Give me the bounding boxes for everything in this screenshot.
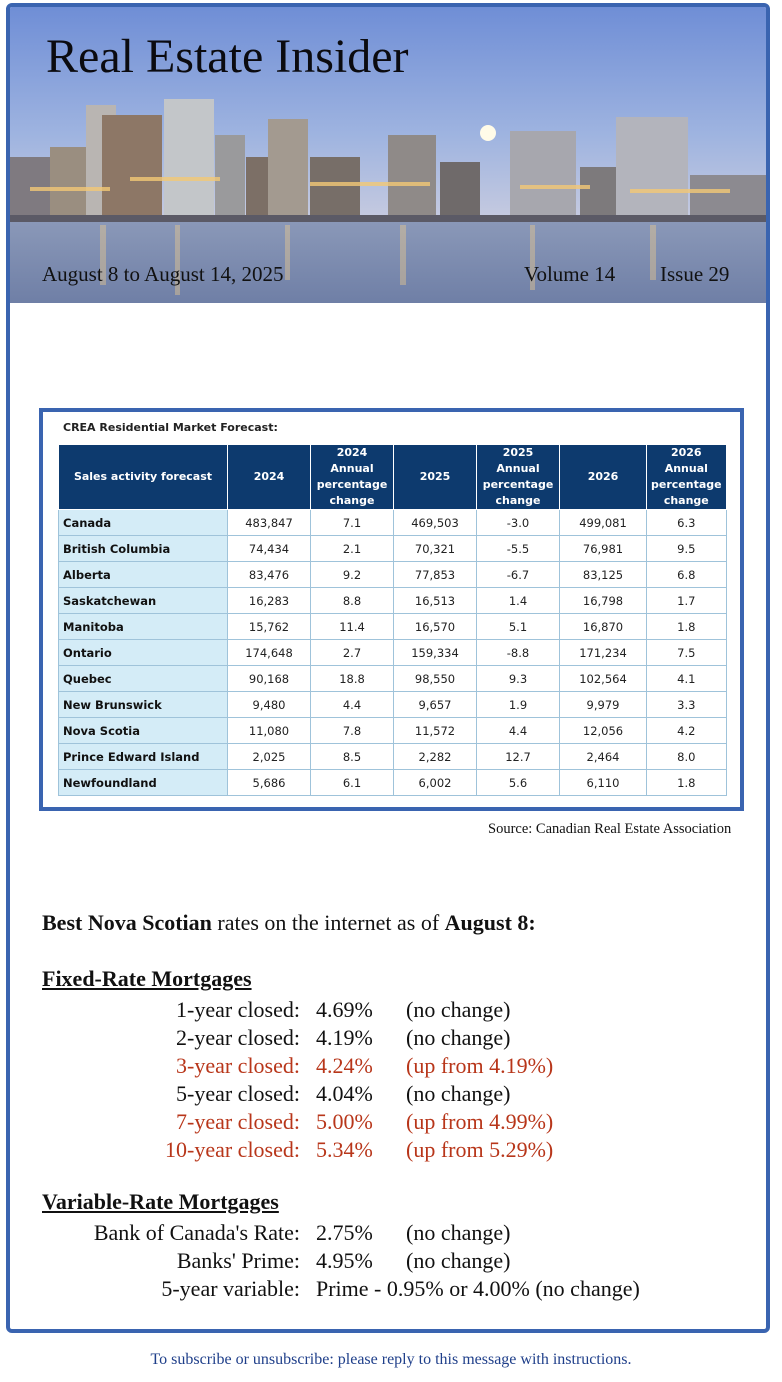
fixed-rate-note: (no change) (406, 1081, 511, 1106)
table-row (59, 536, 727, 562)
variable-rate-note: (no change) (406, 1248, 511, 1273)
province-cell: Manitoba (59, 614, 228, 640)
forecast-table (58, 444, 727, 796)
value-cell: 6.3 (647, 510, 727, 536)
fixed-rate-value: 4.19% (316, 1025, 373, 1050)
value-cell: -6.7 (477, 562, 560, 588)
value-cell: 5,686 (228, 770, 311, 796)
subscribe-footer: To subscribe or unsubscribe: please reply to this message with instructions. (150, 1351, 632, 1368)
intro-bold-region: Best Nova Scotian (42, 910, 212, 935)
value-cell: 499,081 (560, 510, 647, 536)
value-cell: 159,334 (394, 640, 477, 666)
value-cell: 2,025 (228, 744, 311, 770)
table-row (59, 614, 727, 640)
value-cell: 15,762 (228, 614, 311, 640)
value-cell: 70,321 (394, 536, 477, 562)
column-header: 2024 Annual percentage change (311, 445, 394, 510)
value-cell: 9,480 (228, 692, 311, 718)
value-cell: 1.9 (477, 692, 560, 718)
fixed-rate-note: (no change) (406, 997, 511, 1022)
fixed-rate-label: 1-year closed: (176, 997, 300, 1022)
province-cell: Prince Edward Island (59, 744, 228, 770)
value-cell: 1.8 (647, 770, 727, 796)
value-cell: 7.1 (311, 510, 394, 536)
variable-rate-label: Bank of Canada's Rate: (93, 1220, 300, 1245)
value-cell: 16,798 (560, 588, 647, 614)
value-cell: 90,168 (228, 666, 311, 692)
value-cell: 18.8 (311, 666, 394, 692)
value-cell: 76,981 (560, 536, 647, 562)
province-cell: New Brunswick (59, 692, 228, 718)
fixed-rate-label: 5-year closed: (176, 1081, 300, 1106)
value-cell: 7.5 (647, 640, 727, 666)
value-cell: 5.6 (477, 770, 560, 796)
intro-text: rates on the internet as of (211, 910, 445, 935)
value-cell: 83,125 (560, 562, 647, 588)
value-cell: 8.8 (311, 588, 394, 614)
value-cell: 7.8 (311, 718, 394, 744)
value-cell: 98,550 (394, 666, 477, 692)
value-cell: 12.7 (477, 744, 560, 770)
value-cell: 5.1 (477, 614, 560, 640)
value-cell: 6,110 (560, 770, 647, 796)
value-cell: 1.7 (647, 588, 727, 614)
table-row (59, 770, 727, 796)
value-cell: 2,282 (394, 744, 477, 770)
value-cell: 6,002 (394, 770, 477, 796)
value-cell: 102,564 (560, 666, 647, 692)
fixed-rate-label: 2-year closed: (176, 1025, 300, 1050)
table-row (59, 718, 727, 744)
value-cell: 16,570 (394, 614, 477, 640)
province-cell: Ontario (59, 640, 228, 666)
value-cell: 3.3 (647, 692, 727, 718)
value-cell: 2,464 (560, 744, 647, 770)
value-cell: 6.1 (311, 770, 394, 796)
table-row (59, 692, 727, 718)
fixed-rate-label: 3-year closed: (176, 1053, 300, 1078)
value-cell: -8.8 (477, 640, 560, 666)
value-cell: 171,234 (560, 640, 647, 666)
column-header: 2024 (228, 445, 311, 510)
rates-intro (42, 910, 536, 936)
value-cell: 9,979 (560, 692, 647, 718)
forecast-table-caption: CREA Residential Market Forecast: (63, 421, 278, 434)
value-cell: 2.1 (311, 536, 394, 562)
value-cell: 9.5 (647, 536, 727, 562)
value-cell: 11.4 (311, 614, 394, 640)
value-cell: 174,648 (228, 640, 311, 666)
variable-rate-value: Prime - 0.95% or 4.00% (no change) (316, 1276, 640, 1301)
value-cell: 9,657 (394, 692, 477, 718)
column-header: 2025 (394, 445, 477, 510)
province-cell: Saskatchewan (59, 588, 228, 614)
variable-rate-value: 2.75% (316, 1220, 373, 1245)
table-row (59, 640, 727, 666)
value-cell: 16,870 (560, 614, 647, 640)
value-cell: 4.2 (647, 718, 727, 744)
value-cell: 8.0 (647, 744, 727, 770)
variable-rate-heading: Variable-Rate Mortgages (42, 1189, 279, 1214)
value-cell: 6.8 (647, 562, 727, 588)
table-row (59, 744, 727, 770)
province-cell: Nova Scotia (59, 718, 228, 744)
value-cell: 4.4 (311, 692, 394, 718)
newsletter-title: Real Estate Insider (46, 30, 409, 83)
value-cell: 16,513 (394, 588, 477, 614)
table-source-note: Source: Canadian Real Estate Association (488, 821, 732, 837)
value-cell: -5.5 (477, 536, 560, 562)
table-row (59, 510, 727, 536)
fixed-rate-note: (up from 4.99%) (406, 1109, 554, 1134)
variable-rate-label: Banks' Prime: (176, 1248, 300, 1273)
province-cell: Newfoundland (59, 770, 228, 796)
variable-rate-value: 4.95% (316, 1248, 373, 1273)
issue-date-range: August 8 to August 14, 2025 (42, 262, 284, 286)
variable-rate-label: 5-year variable: (161, 1276, 300, 1301)
value-cell: 1.4 (477, 588, 560, 614)
province-cell: Alberta (59, 562, 228, 588)
volume-number: Volume 14 (524, 262, 616, 286)
value-cell: 4.1 (647, 666, 727, 692)
province-cell: British Columbia (59, 536, 228, 562)
province-cell: Canada (59, 510, 228, 536)
province-cell: Quebec (59, 666, 228, 692)
value-cell: 77,853 (394, 562, 477, 588)
value-cell: 483,847 (228, 510, 311, 536)
fixed-rate-note: (up from 4.19%) (406, 1053, 554, 1078)
fixed-rate-note: (no change) (406, 1025, 511, 1050)
fixed-rate-value: 5.34% (316, 1137, 373, 1162)
table-row (59, 666, 727, 692)
column-header: 2025 Annual percentage change (477, 445, 560, 510)
fixed-rate-label: 7-year closed: (176, 1109, 300, 1134)
value-cell: 9.2 (311, 562, 394, 588)
issue-number: Issue 29 (660, 262, 730, 286)
value-cell: 1.8 (647, 614, 727, 640)
value-cell: 12,056 (560, 718, 647, 744)
value-cell: -3.0 (477, 510, 560, 536)
value-cell: 11,080 (228, 718, 311, 744)
table-row (59, 588, 727, 614)
fixed-rate-label: 10-year closed: (165, 1137, 300, 1162)
value-cell: 9.3 (477, 666, 560, 692)
column-header: 2026 (560, 445, 647, 510)
fixed-rate-heading: Fixed-Rate Mortgages (42, 966, 252, 991)
column-header: 2026 Annual percentage change (647, 445, 727, 510)
intro-bold-date: August 8: (444, 910, 536, 935)
forecast-table-box (39, 408, 744, 811)
value-cell: 83,476 (228, 562, 311, 588)
fixed-rate-value: 4.04% (316, 1081, 373, 1106)
value-cell: 16,283 (228, 588, 311, 614)
value-cell: 2.7 (311, 640, 394, 666)
fixed-rate-value: 4.69% (316, 997, 373, 1022)
fixed-rate-note: (up from 5.29%) (406, 1137, 554, 1162)
value-cell: 469,503 (394, 510, 477, 536)
newsletter-frame (6, 3, 770, 1333)
value-cell: 11,572 (394, 718, 477, 744)
fixed-rate-value: 4.24% (316, 1053, 373, 1078)
value-cell: 74,434 (228, 536, 311, 562)
column-header: Sales activity forecast (59, 445, 228, 510)
value-cell: 8.5 (311, 744, 394, 770)
header-banner (10, 7, 766, 303)
table-row (59, 562, 727, 588)
variable-rate-note: (no change) (406, 1220, 511, 1245)
fixed-rate-value: 5.00% (316, 1109, 373, 1134)
value-cell: 4.4 (477, 718, 560, 744)
table-header-row (59, 445, 727, 510)
